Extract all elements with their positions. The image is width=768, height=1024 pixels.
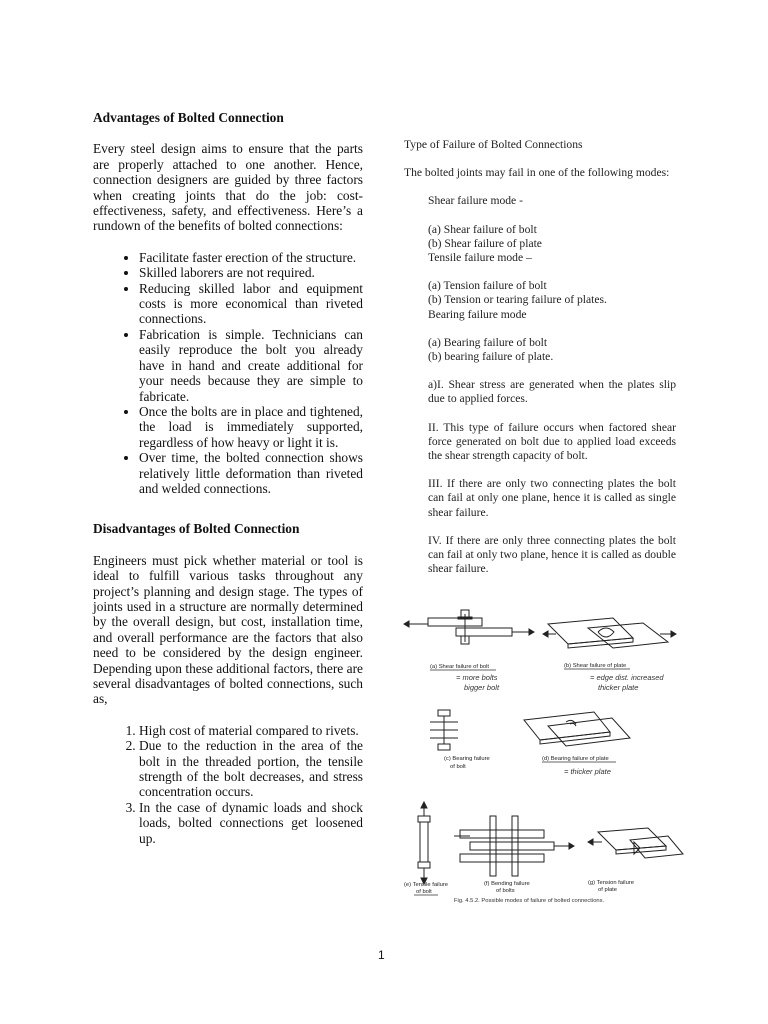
list-item: • Skilled laborers are not required. [139, 265, 363, 280]
bearing-plate-drawing [524, 712, 630, 746]
advantages-heading: Advantages of Bolted Connection [93, 110, 284, 125]
paragraph-3: III. If there are only two connecting plates the bolt can fail at only one plane, hence it is called as single shear failure. [428, 477, 676, 519]
list-item: • Once the bolts are in place and tightened, the load is immediately supported, regardless of how heavy or light it is. [139, 404, 363, 450]
label-d: (d) Bearing failure of plate [542, 756, 609, 762]
tension-b: (b) Tension or tearing failure of plates. [428, 293, 607, 307]
note-b1: = edge dist. increased [590, 673, 664, 682]
note-a1: = more bolts [456, 673, 498, 682]
list-item: • Over time, the bolted connection shows relatively little deformation than riveted and welded connections. [139, 450, 363, 496]
list-item: 1. High cost of material compared to rivets. [139, 723, 363, 738]
label-e1: (e) Tensile failure [404, 882, 449, 888]
disadvantages-intro: Engineers must pick whether material or tool is ideal to fulfill various tasks throughout any project’s planning and design stage. The types of joints used in a structure are normally determined by the overall design, but cost, installation time, and overall performance are the factors that also need to be considered by the design engineer. Depending upon these additional factors, there are several disadvantages of bolted connections, such as, [93, 552, 363, 707]
failure-title: Type of Failure of Bolted Connections [404, 138, 583, 151]
paragraph-2: II. This type of failure occurs when factored shear force generated on bolt due to applied load exceeds the shear strength capacity of bolt. [428, 420, 676, 463]
list-item: • Fabrication is simple. Technicians can easily reproduce the bolt you already have in hand and create additional for your needs because they are simple to fabricate. [139, 327, 363, 404]
disadvantages-list [93, 723, 363, 846]
bearing-bolt-drawing [430, 710, 458, 750]
left-column [93, 110, 363, 846]
label-f1: (f) Bending failure [484, 881, 530, 887]
label-e2: of bolt [416, 889, 432, 895]
tension-a: (a) Tension failure of bolt [428, 279, 547, 293]
bearing-mode: Bearing failure mode [428, 307, 527, 321]
shear-mode: Shear failure mode - [428, 194, 523, 208]
note-a2: bigger bolt [464, 683, 500, 692]
paragraph-1: a)I. Shear stress are generated when the plates slip due to applied forces. [428, 378, 676, 406]
tensile-bolt-drawing [418, 802, 430, 884]
note-b2: thicker plate [598, 683, 639, 692]
list-item: • Reducing skilled labor and equipment costs is more economical than riveted connections. [139, 281, 363, 327]
disadvantages-heading: Disadvantages of Bolted Connection [93, 521, 300, 537]
label-c1: (c) Bearing failure [444, 756, 490, 762]
label-a: (a) Shear failure of bolt [430, 664, 489, 670]
failure-modes-figure [398, 604, 688, 910]
failure-modes [404, 194, 676, 576]
advantages-list [93, 250, 363, 497]
tensile-mode: Tensile failure mode – [428, 251, 532, 265]
shear-bolt-drawing [404, 610, 534, 644]
right-column [404, 138, 676, 576]
list-item: 2. Due to the reduction in the area of the bolt in the threaded portion, the tensile strength of the bolt decreases, and stress concentration occurs. [139, 738, 363, 800]
shear-a: (a) Shear failure of bolt [428, 222, 537, 236]
bearing-a: (a) Bearing failure of bolt [428, 335, 548, 349]
advantages-intro: Every steel design aims to ensure that the parts are properly attached to one another. Hence, connection designers are guided by three factors when creating joints that do the job: cost-effectiveness, safety, and effectiveness. Here’s a rundown of the benefits of bolted connections: [93, 141, 363, 234]
figure-caption: Fig. 4.5.2. Possible modes of failure of bolted connections. [454, 898, 605, 904]
label-b: (b) Shear failure of plate [564, 663, 627, 669]
list-item: • Facilitate faster erection of the structure. [139, 250, 363, 265]
label-g2: of plate [598, 887, 618, 893]
bending-bolts-drawing [454, 816, 574, 876]
failure-intro: The bolted joints may fail in one of the following modes: [404, 166, 670, 180]
paragraph-4: IV. If there are only three connecting plates the bolt can fail at only two plane, hence it is called as double shear failure. [428, 533, 676, 576]
label-f2: of bolts [496, 888, 515, 894]
note-d: = thicker plate [564, 767, 611, 776]
label-g1: (g) Tension failure [588, 880, 634, 886]
shear-plate-drawing [543, 618, 676, 648]
list-item: 3. In the case of dynamic loads and shock loads, bolted connections get loosened up. [139, 800, 363, 846]
shear-b: (b) Shear failure of plate [428, 236, 542, 250]
label-c2: of bolt [450, 764, 466, 770]
bearing-b: (b) bearing failure of plate. [428, 350, 554, 364]
page-number: 1 [378, 948, 385, 962]
tension-plate-drawing [588, 828, 683, 858]
